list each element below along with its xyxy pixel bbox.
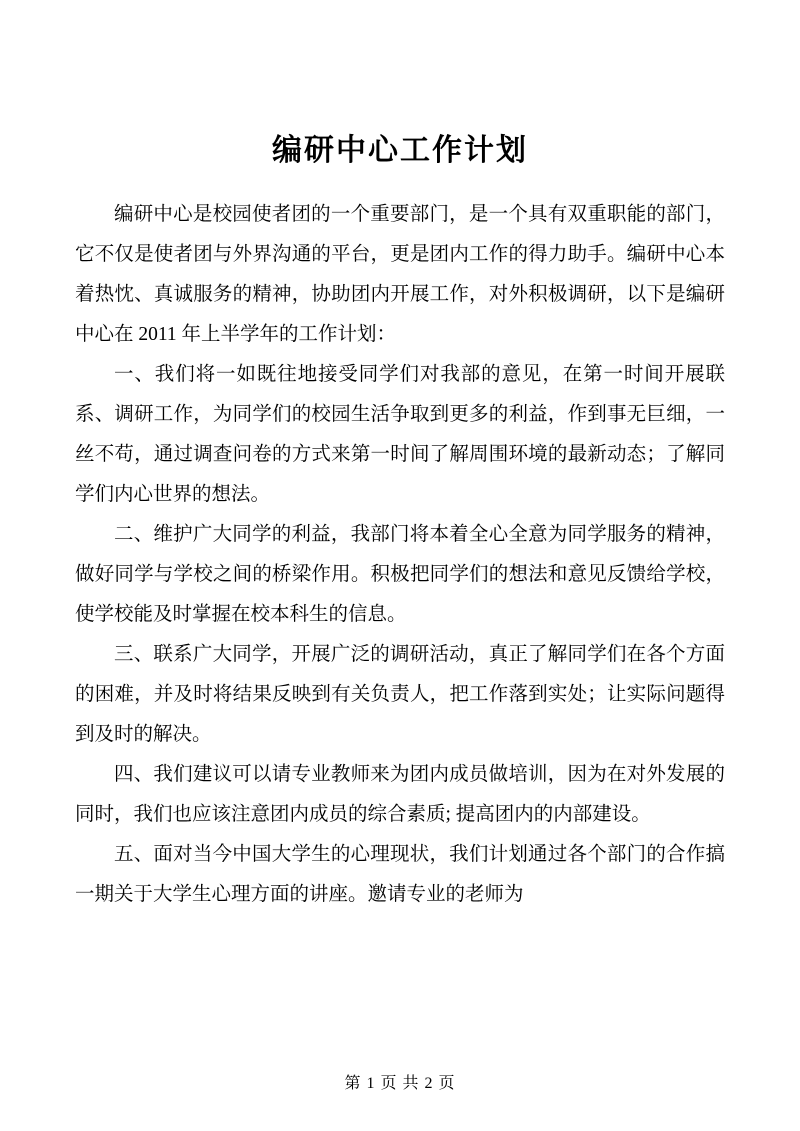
page-title: 编研中心工作计划 [272,134,528,167]
document-body [0,169,800,915]
page-footer: 第 1 页 共 2 页 [344,1075,456,1092]
paragraph-4: 三、联系广大同学，开展广泛的调研活动，真正了解同学们在各个方面的困难，并及时将结果反映到有关负责人，把工作落到实处；让实际问题得到及时的解决。 [75,644,725,745]
paragraph-2: 一、我们将一如既往地接受同学们对我部的意见，在第一时间开展联系、调研工作，为同学们的校园生活争取到更多的利益，作到事无巨细，一丝不苟，通过调查问卷的方式来第一时间了解周围环境的最新动态；了解同学们内心世界的想法。 [75,364,725,505]
paragraph-6: 五、面对当今中国大学生的心理现状，我们计划通过各个部门的合作搞一期关于大学生心理方面的讲座。邀请专业的老师为 [75,844,725,905]
paragraph-5: 四、我们建议可以请专业教师来为团内成员做培训，因为在对外发展的同时，我们也应该注意团内成员的综合素质; 提高团内的内部建设。 [75,764,725,825]
paragraph-1: 编研中心是校园使者团的一个重要部门，是一个具有双重职能的部门，它不仅是使者团与外界沟通的平台，更是团内工作的得力助手。编研中心本着热忱、真诚服务的精神，协助团内开展工作，对外积极调研，以下是编研中心在 2011 年上半学年的工作计划： [75,204,725,345]
paragraph-3: 二、维护广大同学的利益，我部门将本着全心全意为同学服务的精神，做好同学与学校之间的桥梁作用。积极把同学们的想法和意见反馈给学校，使学校能及时掌握在校本科生的信息。 [75,524,725,625]
